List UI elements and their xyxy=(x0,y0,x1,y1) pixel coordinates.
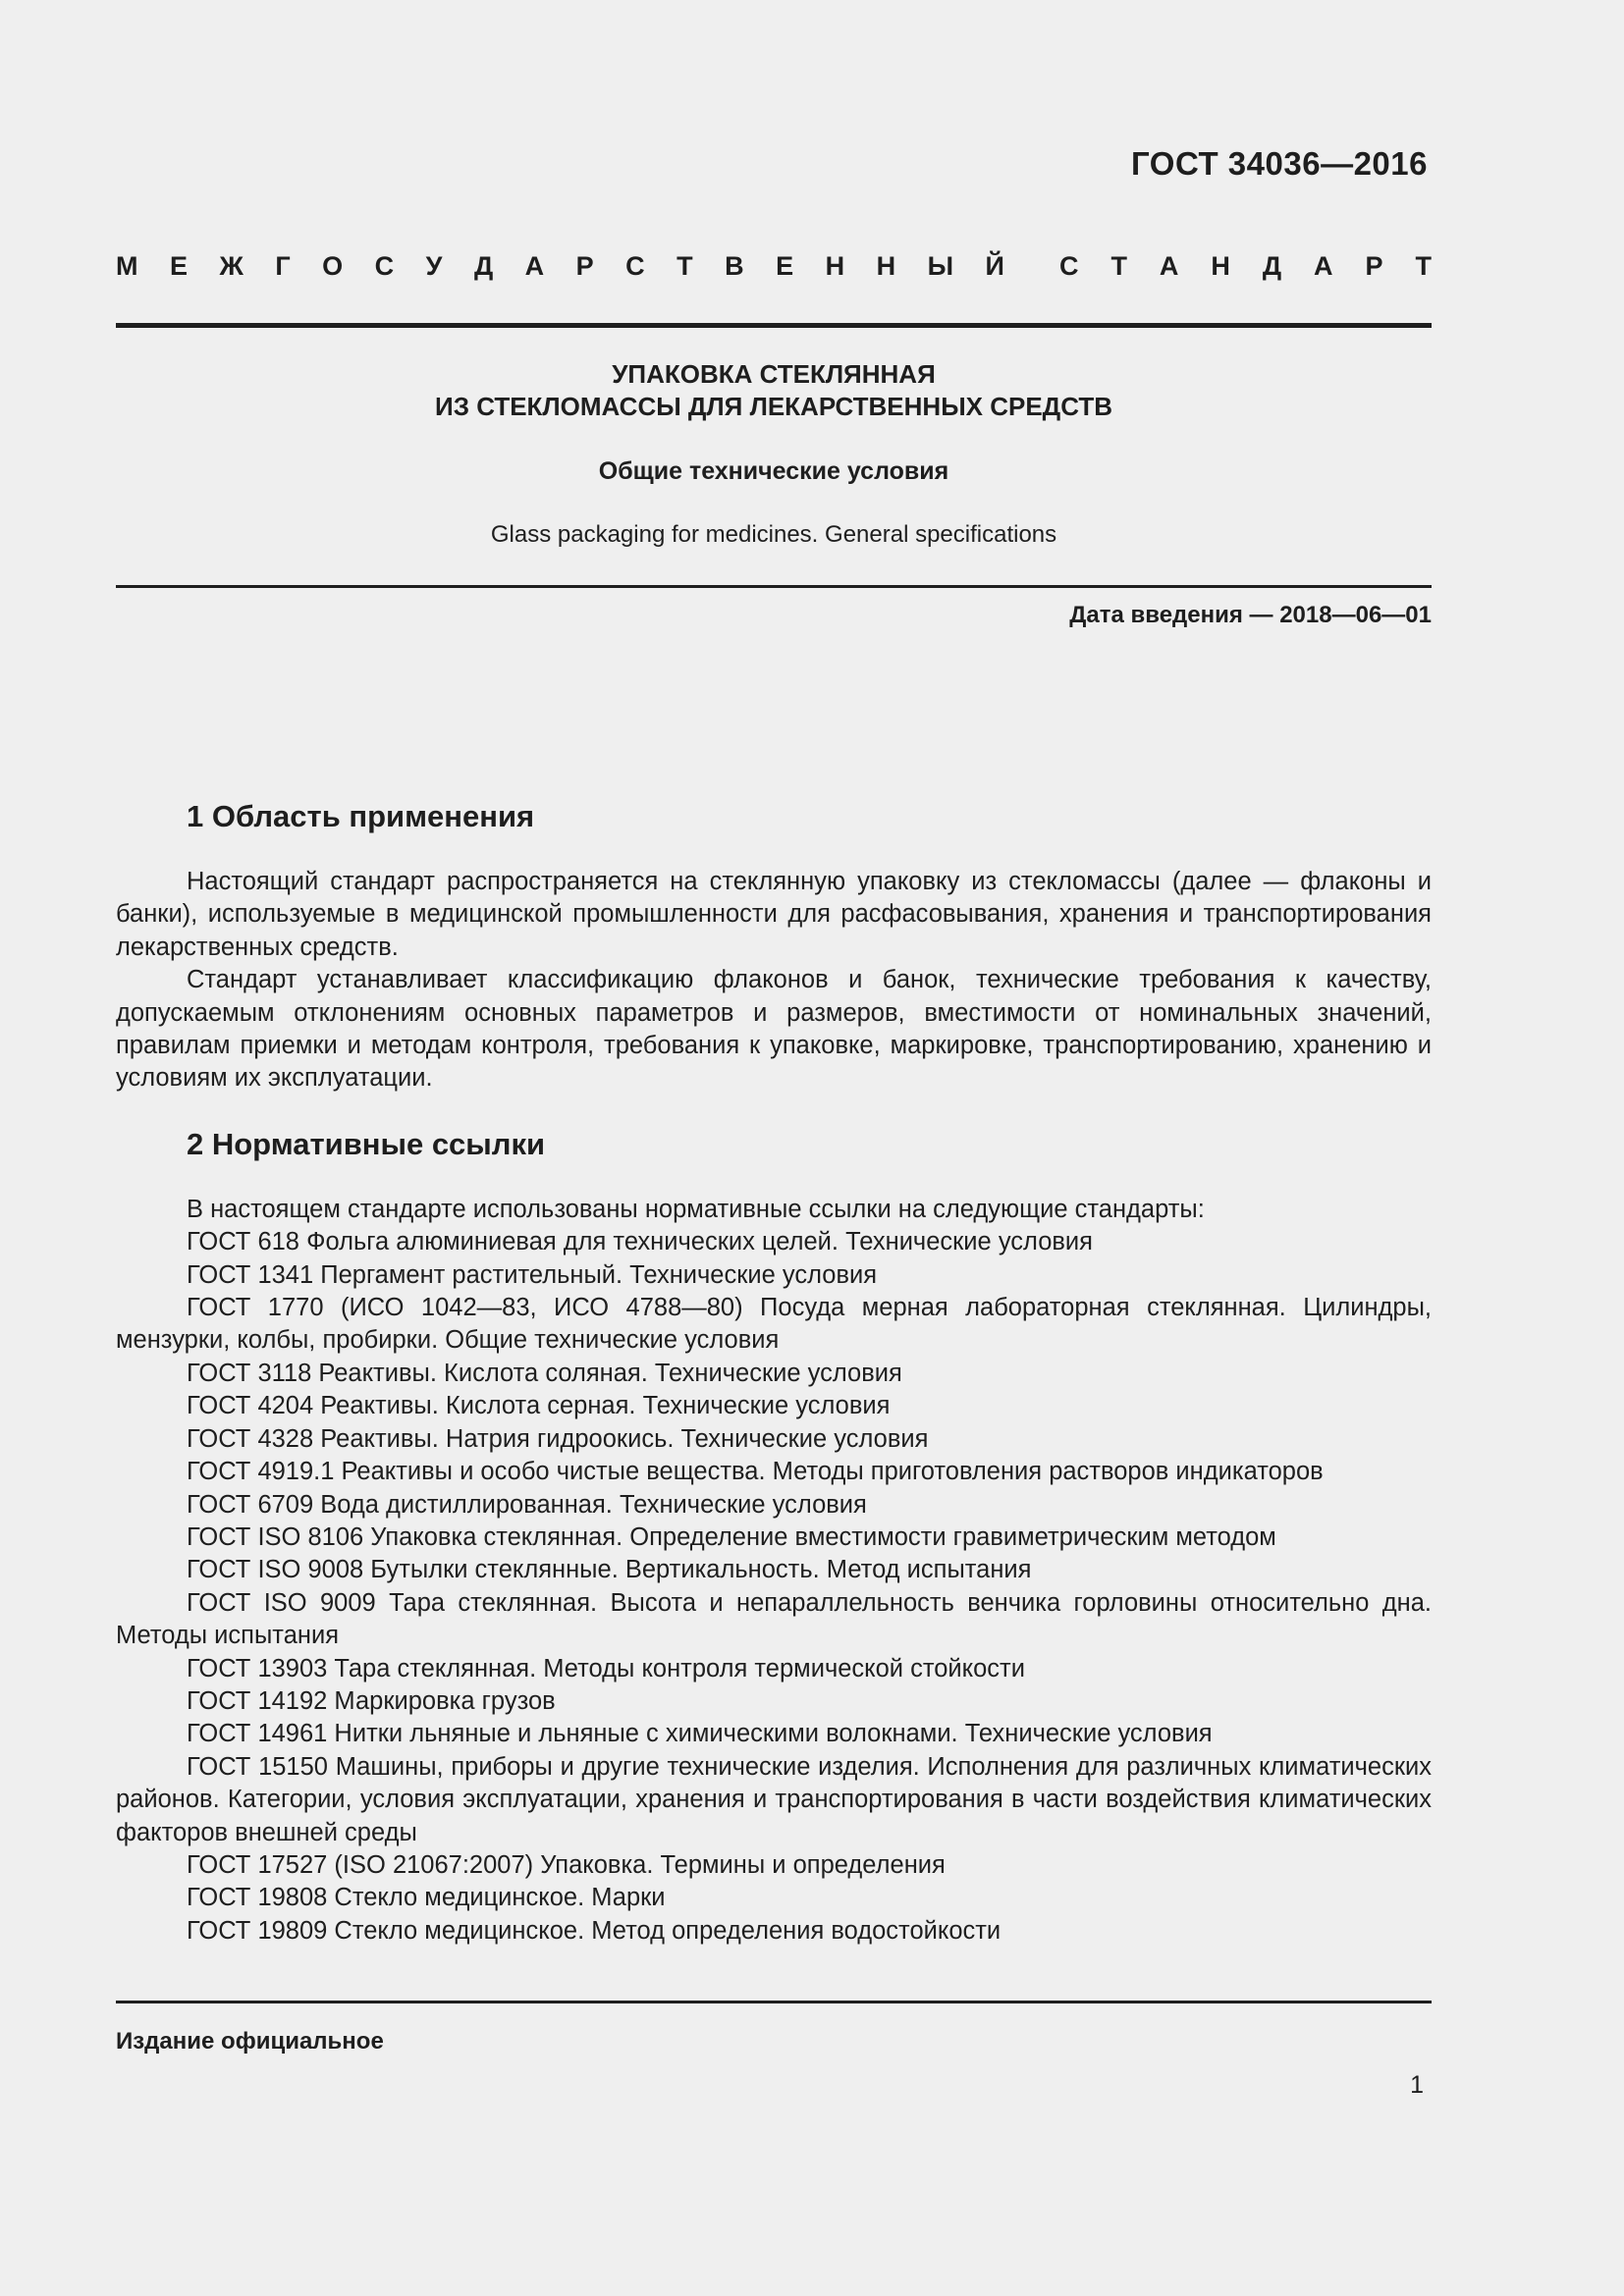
banner-letter: Т xyxy=(677,251,693,281)
introduction-date: Дата введения — 2018—06—01 xyxy=(1069,602,1432,628)
document-subtitle: Общие технические условия xyxy=(598,457,949,485)
reference-item: ГОСТ 14192 Маркировка грузов xyxy=(187,1686,556,1715)
reference-item: ГОСТ 6709 Вода дистиллированная. Технические условия xyxy=(187,1490,867,1519)
reference-item: ГОСТ 17527 (ISO 21067:2007) Упаковка. Термины и определения xyxy=(187,1850,946,1879)
paragraph: Стандарт устанавливает классификацию флаконов и банок, технические требования к качеству, допускаемым отклонениям основных параметров и размеров, вместимости от номинальных значений, правилам приемки и методам контроля, требования к упаковке, маркировке, транспортированию, хранению и условиям их эксплуатации. xyxy=(116,966,1432,1093)
banner-letter: Д xyxy=(473,251,494,281)
banner-letter: О xyxy=(322,251,344,281)
banner-letter: С xyxy=(625,251,645,281)
banner-letter: М xyxy=(116,251,138,281)
banner-letter: Т xyxy=(1110,251,1127,281)
english-title: Glass packaging for medicines. General specifications xyxy=(490,521,1057,548)
banner-letter: Д xyxy=(1262,251,1282,281)
banner-word-interstate xyxy=(116,251,1004,282)
reference-item: ГОСТ ISO 8106 Упаковка стеклянная. Определение вместимости гравиметрическим методом xyxy=(187,1522,1276,1551)
banner-letter: В xyxy=(725,251,744,281)
reference-item: ГОСТ 618 Фольга алюминиевая для технических целей. Технические условия xyxy=(187,1228,1093,1256)
banner-letter: Н xyxy=(1211,251,1230,281)
banner-letter: Т xyxy=(1415,251,1432,281)
page-number: 1 xyxy=(1410,2071,1424,2099)
banner-letter: Р xyxy=(1365,251,1383,281)
document-number: ГОСТ 34036—2016 xyxy=(1131,145,1428,182)
title-line-1: УПАКОВКА СТЕКЛЯННАЯ xyxy=(612,359,936,389)
section-body xyxy=(116,1194,1432,1948)
reference-item: ГОСТ 1770 (ИСО 1042—83, ИСО 4788—80) Посуда мерная лабораторная стеклянная. Цилиндры, мензурки, колбы, пробирки. Общие технические условия xyxy=(116,1294,1432,1355)
banner-letter: А xyxy=(1159,251,1179,281)
banner-letter: Н xyxy=(876,251,896,281)
banner-letter: Й xyxy=(985,251,1004,281)
banner-word-standard xyxy=(1059,251,1432,282)
section-heading: 1 Область применения xyxy=(187,799,535,833)
paragraph: Настоящий стандарт распространяется на стеклянную упаковку из стекломассы (далее — флаконы и банки), используемые в медицинской промышленности для расфасовывания, хранения и транспортирования лекарственных средств. xyxy=(116,868,1432,961)
banner-letter: А xyxy=(1314,251,1333,281)
reference-item: ГОСТ 4204 Реактивы. Кислота серная. Технические условия xyxy=(187,1392,891,1420)
reference-item: ГОСТ 1341 Пергамент растительный. Технические условия xyxy=(187,1260,878,1289)
document-title xyxy=(116,358,1432,423)
document-body xyxy=(116,797,1432,1948)
title-divider xyxy=(116,585,1432,588)
reference-item: ГОСТ ISO 9008 Бутылки стеклянные. Вертикальность. Метод испытания xyxy=(187,1556,1032,1584)
banner-letter: А xyxy=(524,251,545,281)
reference-item: ГОСТ ISO 9009 Тара стеклянная. Высота и непараллельность венчика горловины относительно дна. Методы испытания xyxy=(116,1588,1432,1650)
official-edition-label: Издание официальное xyxy=(116,2028,384,2055)
banner-letter: Г xyxy=(275,251,291,281)
reference-item: ГОСТ 19808 Стекло медицинское. Марки xyxy=(187,1884,666,1912)
reference-item: ГОСТ 14961 Нитки льняные и льняные с химическими волокнами. Технические условия xyxy=(187,1720,1213,1748)
banner-letter: С xyxy=(374,251,395,281)
banner-letter: Н xyxy=(825,251,845,281)
reference-item: ГОСТ 3118 Реактивы. Кислота соляная. Технические условия xyxy=(187,1359,902,1387)
reference-item: ГОСТ 4919.1 Реактивы и особо чистые вещества. Методы приготовления растворов индикаторов xyxy=(187,1458,1324,1486)
banner-letter: С xyxy=(1059,251,1079,281)
interstate-standard-banner xyxy=(116,251,1432,282)
reference-item: ГОСТ 15150 Машины, приборы и другие технические изделия. Исполнения для различных климатических районов. Категории, условия эксплуатации, хранения и транспортирования в части воздействия климатических факторов внешней среды xyxy=(116,1752,1432,1846)
banner-letter: Ы xyxy=(927,251,954,281)
section-normative-references xyxy=(116,1125,1432,1948)
section-scope xyxy=(116,797,1432,1095)
banner-letter: Е xyxy=(776,251,794,281)
banner-letter: Ж xyxy=(219,251,244,281)
header-divider xyxy=(116,323,1432,328)
paragraph: В настоящем стандарте использованы нормативные ссылки на следующие стандарты: xyxy=(187,1195,1205,1223)
banner-letter: Р xyxy=(575,251,594,281)
title-line-2: ИЗ СТЕКЛОМАССЫ ДЛЯ ЛЕКАРСТВЕННЫХ СРЕДСТВ xyxy=(435,392,1112,421)
reference-item: ГОСТ 19809 Стекло медицинское. Метод определения водостойкости xyxy=(187,1916,1001,1945)
reference-item: ГОСТ 4328 Реактивы. Натрия гидроокись. Технические условия xyxy=(187,1424,929,1453)
banner-letter: У xyxy=(425,251,443,281)
section-body xyxy=(116,866,1432,1095)
reference-item: ГОСТ 13903 Тара стеклянная. Методы контроля термической стойкости xyxy=(187,1654,1025,1682)
banner-letter: Е xyxy=(169,251,188,281)
footer-divider xyxy=(116,2001,1432,2003)
section-heading: 2 Нормативные ссылки xyxy=(187,1126,546,1161)
